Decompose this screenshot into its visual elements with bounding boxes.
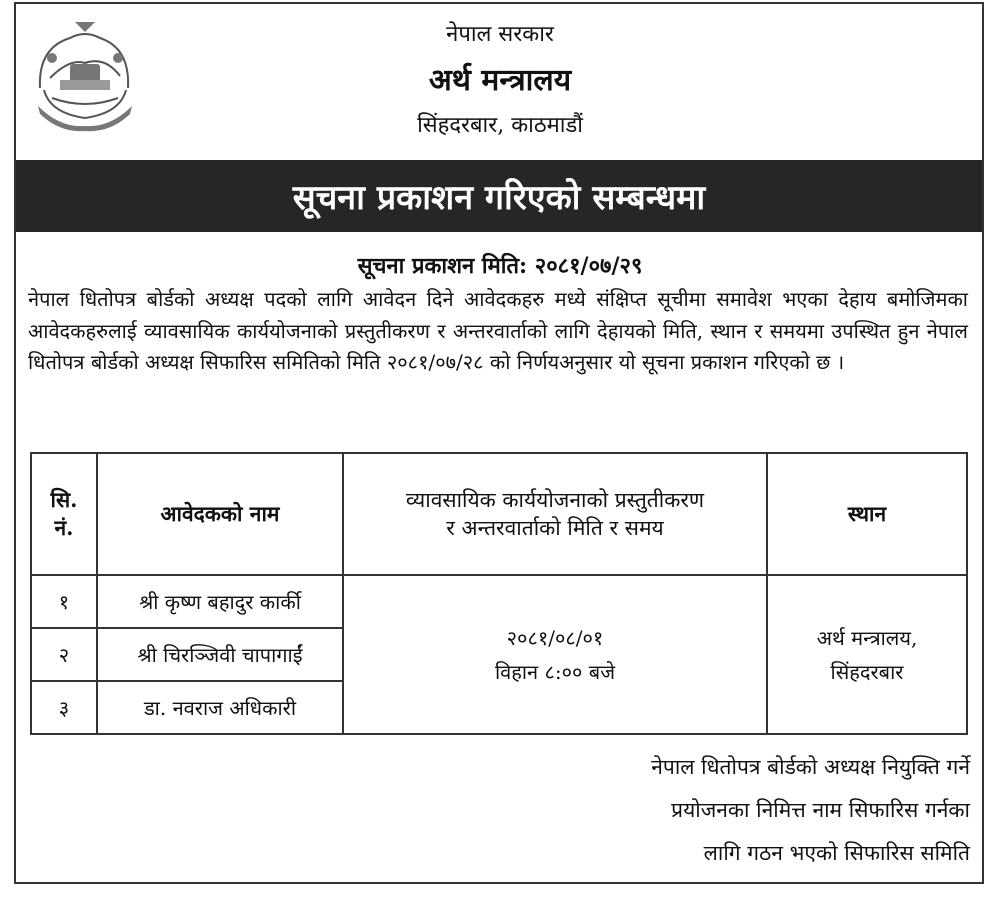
applicant-name: डा. नवराज अधिकारी [97, 681, 343, 734]
datetime-header-line1: व्यावसायिक कार्ययोजनाको प्रस्तुतीकरण [405, 488, 705, 512]
signatory-block [651, 746, 970, 875]
ministry-address: सिंहदरबार, काठमाडौं [417, 113, 583, 138]
signatory-line1: नेपाल धितोपत्र बोर्डको अध्यक्ष नियुक्ति गर्ने [651, 755, 970, 779]
notice-title: सूचना प्रकाशन गरिएको सम्बन्धमा [292, 178, 706, 218]
venue-line1: अर्थ मन्त्रालय, [816, 625, 918, 650]
applicant-name: श्री चिरञ्जिवी चापागाईं [97, 628, 343, 681]
venue-line2: सिंहदरबार [830, 659, 904, 684]
interview-time: विहान ८:०० बजे [494, 659, 616, 684]
interview-date: २०८१/०८/०१ [506, 625, 604, 650]
interview-venue [767, 575, 967, 734]
row-serial: ३ [31, 681, 97, 734]
serial-header [31, 453, 97, 575]
row-serial: १ [31, 575, 97, 628]
interview-schedule-table [30, 452, 968, 735]
interview-datetime [343, 575, 767, 734]
datetime-header-line2: र अन्तरवार्ताको मिति र समय [446, 516, 664, 540]
venue-header: स्थान [767, 453, 967, 575]
notice-title-banner [16, 160, 982, 232]
letterhead [0, 14, 1000, 139]
signatory-line2: प्रयोजनका निमित्त नाम सिफारिस गर्नका [671, 798, 970, 822]
table-row [31, 575, 967, 628]
applicant-name: श्री कृष्ण बहादुर कार्की [97, 575, 343, 628]
government-name: नेपाल सरकार [446, 22, 554, 47]
signatory-line3: लागि गठन भएको सिफारिस समिति [703, 841, 970, 865]
table-header-row [31, 453, 967, 575]
name-header: आवेदकको नाम [97, 453, 343, 575]
serial-header-line1: सि. [50, 487, 78, 512]
row-serial: २ [31, 628, 97, 681]
serial-header-line2: नं. [54, 515, 74, 540]
ministry-name: अर्थ मन्त्रालय [428, 63, 572, 98]
publication-date: सूचना प्रकाशन मिति: २०८१/०७/२९ [357, 253, 643, 279]
datetime-header [343, 453, 767, 575]
notice-body: नेपाल धितोपत्र बोर्डको अध्यक्ष पदको लागि आवेदन दिने आवेदकहरु मध्ये संक्षिप्त सूचीमा समावेश भएका देहाय बमोजिमका आवेदकहरुलाई व्यावसायिक कार्ययोजनाको प्रस्तुतीकरण र अन्तरवार्ताको लागि देहायको मिति, स्थान र समयमा उपस्थित हुन नेपाल धितोपत्र बोर्डको अध्यक्ष सिफारिस समितिको मिति २०८१/०७/२८ को निर्णयअनुसार यो सूचना प्रकाशन गरिएको छ । [28, 287, 968, 374]
